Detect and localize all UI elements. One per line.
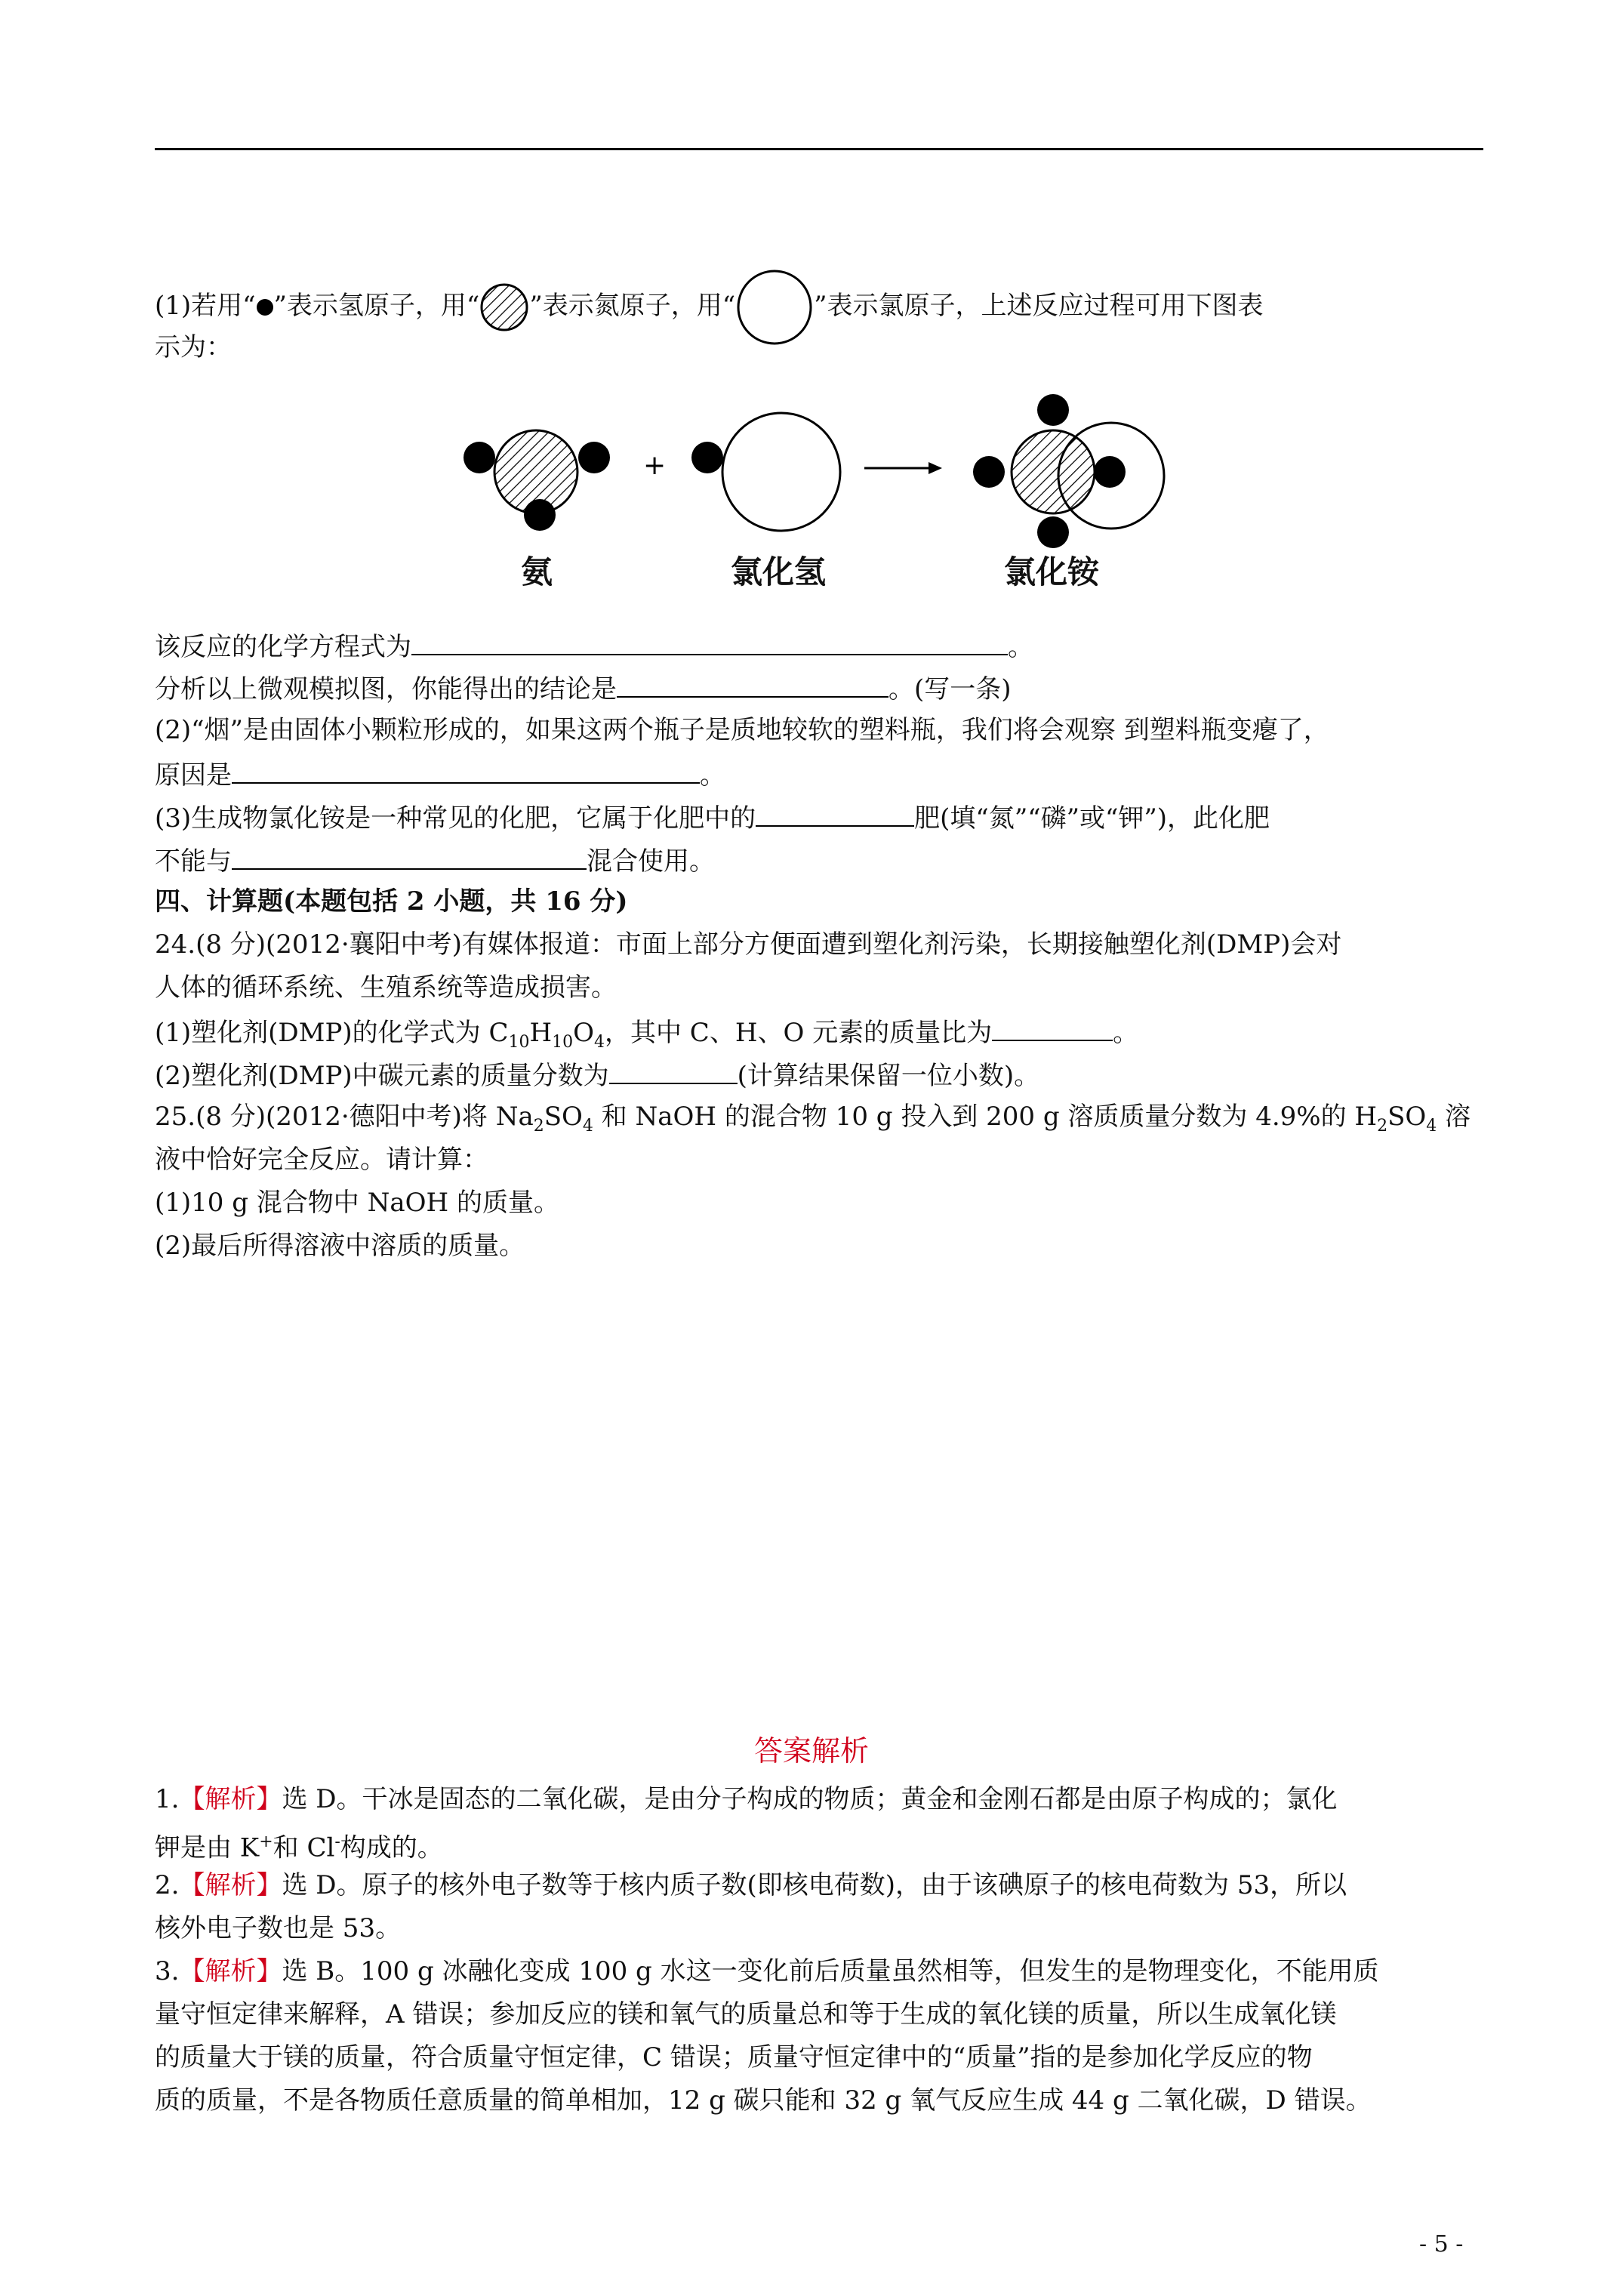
analysis-tag: 【解析】: [179, 1784, 282, 1814]
q24-part1: [155, 1014, 1483, 1059]
answer2-line1: [155, 1869, 1483, 1902]
subscript: 4: [582, 1116, 593, 1136]
superscript: -: [334, 1832, 340, 1851]
text: 。(写一条): [888, 674, 1012, 704]
ammonia-molecule: [463, 430, 610, 531]
text: SO: [1387, 1102, 1427, 1132]
header-rule: [155, 148, 1483, 150]
text: 3.: [155, 1956, 180, 1986]
text: 混合使用。: [587, 846, 715, 877]
text: 1.: [155, 1784, 180, 1814]
ammonium-chloride-molecule: [973, 394, 1164, 548]
hcl-molecule: [691, 413, 840, 531]
text: 钾是由 K: [155, 1832, 260, 1863]
answer-blank[interactable]: [992, 1014, 1113, 1041]
subscript: 2: [533, 1116, 544, 1136]
label-hcl: 氯化氢: [731, 553, 827, 590]
answer3-line3: 的质量大于镁的质量，符合质量守恒定律，C 错误；质量守恒定律中的“质量”指的是参加化学反应的物: [155, 2042, 1313, 2073]
q23-part2-line2: [155, 757, 1483, 792]
text: 2.: [155, 1870, 180, 1900]
text: ”表示氢原子，用“: [273, 291, 480, 321]
text: ”表示氮原子，用“: [529, 291, 736, 321]
answer3-line2: 量守恒定律来解释，A 错误；参加反应的镁和氧气的质量总和等于生成的氧化镁的质量，所以生成氧化镁: [155, 1999, 1337, 2029]
equation-line: [155, 628, 1483, 664]
q24-line1: 24.(8 分)(2012·襄阳中考)有媒体报道：市面上部分方便面遭到塑化剂污染，长期接触塑化剂(DMP)会对: [155, 929, 1342, 960]
text: ”表示氯原子，上述反应过程可用下图表: [814, 291, 1264, 321]
text: 和 Cl: [273, 1832, 335, 1863]
subscript: 10: [552, 1032, 574, 1052]
text: 。: [1008, 632, 1033, 662]
answer-blank[interactable]: [232, 843, 587, 870]
subscript: 4: [1426, 1116, 1437, 1136]
q25-part1: (1)10 g 混合物中 NaOH 的质量。: [155, 1188, 559, 1218]
text: (1)若用“: [155, 291, 256, 321]
nitrogen-atom-icon: [479, 282, 529, 332]
text: 不能与: [155, 846, 232, 877]
answer-blank[interactable]: [617, 670, 888, 698]
q25-line1: [155, 1100, 1483, 1143]
subscript: 10: [508, 1032, 530, 1052]
text: 选 D。原子的核外电子数等于核内质子数(即核电荷数)，由于该碘原子的核电荷数为 53，所以: [282, 1870, 1347, 1900]
text: (2)塑化剂(DMP)中碳元素的质量分数为: [155, 1061, 609, 1091]
analysis-tag: 【解析】: [179, 1956, 282, 1986]
text: 和 NaOH 的混合物 10 g 投入到 200 g 溶质质量分数为 4.9%的 H: [593, 1102, 1378, 1132]
plus-sign: +: [643, 450, 667, 481]
text: 分析以上微观模拟图，你能得出的结论是: [155, 674, 617, 704]
analysis-tag: 【解析】: [179, 1870, 282, 1900]
label-nh4cl: 氯化铵: [1004, 553, 1100, 590]
q24-part2: [155, 1057, 1483, 1093]
text: (1)塑化剂(DMP)的化学式为 C: [155, 1018, 509, 1048]
text: 溶: [1437, 1102, 1471, 1132]
text: 选 B。100 g 冰融化变成 100 g 水这一变化前后质量虽然相等，但发生的是物理变化，不能用质: [282, 1956, 1379, 1986]
answer2-line2: 核外电子数也是 53。: [155, 1913, 402, 1943]
text: 该反应的化学方程式为: [155, 632, 411, 662]
text: 。: [700, 760, 725, 791]
answer-blank[interactable]: [756, 800, 914, 827]
superscript: +: [259, 1832, 273, 1851]
text: 构成的。: [340, 1832, 443, 1863]
text: 选 D。干冰是固态的二氧化碳，是由分子构成的物质；黄金和金刚石都是由原子构成的；氯化: [282, 1784, 1338, 1814]
text: SO: [544, 1102, 583, 1132]
section4-heading: 四、计算题(本题包括 2 小题，共 16 分): [155, 886, 628, 917]
text: 25.(8 分)(2012·德阳中考)将 Na: [155, 1102, 534, 1132]
q23-part3-line2: [155, 843, 1483, 878]
subscript: 4: [594, 1032, 605, 1052]
answer1-line2: [155, 1826, 1483, 1864]
answer-blank[interactable]: [609, 1057, 738, 1084]
q24-line2: 人体的循环系统、生殖系统等造成损害。: [155, 972, 617, 1003]
text: (3)生成物氯化铵是一种常见的化肥，它属于化肥中的: [155, 803, 756, 834]
conclusion-line: [155, 670, 1483, 706]
text: H: [529, 1018, 553, 1048]
hydrogen-atom-icon: [256, 298, 274, 316]
text: ，其中 C、H、O 元素的质量比为: [605, 1018, 993, 1048]
text: 原因是: [155, 760, 232, 791]
answer1-line1: [155, 1783, 1483, 1816]
text: 。: [1113, 1018, 1139, 1048]
label-ammonia: 氨: [521, 553, 553, 590]
answer3-line1: [155, 1955, 1483, 1988]
q25-part2: (2)最后所得溶液中溶质的质量。: [155, 1231, 525, 1261]
answers-title: 答案解析: [753, 1734, 869, 1767]
reaction-arrow-icon: [864, 462, 942, 474]
molecule-diagram: [445, 385, 1230, 566]
answer-blank[interactable]: [232, 757, 700, 784]
subscript: 2: [1377, 1116, 1388, 1136]
q25-line2: 液中恰好完全反应。请计算：: [155, 1145, 488, 1175]
answer-blank[interactable]: [411, 628, 1008, 655]
text: O: [573, 1018, 594, 1048]
answer3-line4: 质的质量，不是各物质任意质量的简单相加，12 g 碳只能和 32 g 氧气反应生成 44 g 二氧化碳，D 错误。: [155, 2085, 1372, 2116]
page-number: - 5 -: [1419, 2231, 1464, 2257]
q23-part3-line1: [155, 800, 1483, 835]
reaction-diagram: [445, 385, 1230, 604]
text: 肥(填“氮”“磷”或“钾”)，此化肥: [914, 803, 1270, 834]
q23-part2-line1: (2)“烟”是由固体小颗粒形成的，如果这两个瓶子是质地较软的塑料瓶，我们将会观察 到塑料瓶变瘪了，: [155, 715, 1329, 745]
text: (计算结果保留一位小数)。: [737, 1061, 1040, 1091]
q23-part1-intro-line2: 示为：: [155, 332, 232, 362]
